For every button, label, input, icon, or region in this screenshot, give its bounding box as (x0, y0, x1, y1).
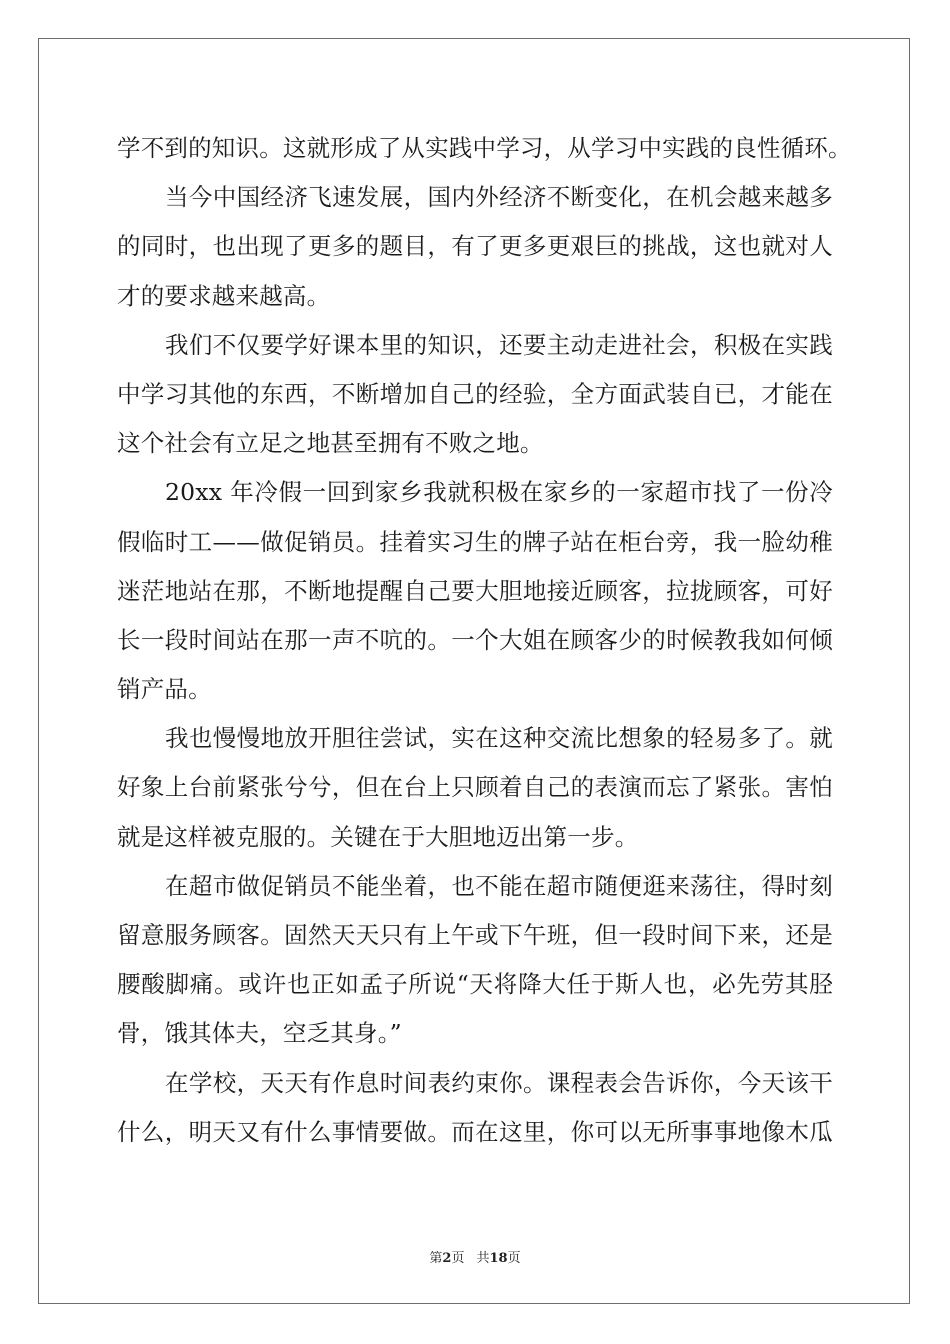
text-line: 中学习其他的东西，不断增加自己的经验，全方面武装自已，才能在 (117, 379, 833, 408)
text-line: 骨，饿其体夫，空乏其身。” (117, 1019, 402, 1048)
text-line: 长一段时间站在那一声不吭的。一个大姐在顾客少的时候教我如何倾 (117, 625, 833, 654)
page-label-suffix: 页 (451, 1251, 465, 1266)
text-line: 假临时工——做促销员。挂着实习生的牌子站在柜台旁，我一脸幼稚 (117, 527, 833, 556)
page-footer (0, 1247, 950, 1266)
text-line: 的同时，也出现了更多的题目，有了更多更艰巨的挑战，这也就对人 (117, 232, 833, 261)
total-label-suffix: 页 (507, 1251, 521, 1266)
text-line: 好象上台前紧张兮兮，但在台上只顾着自己的表演而忘了紧张。害怕 (117, 773, 833, 802)
text-line: 留意服务顾客。固然天天只有上午或下午班，但一段时间下来，还是 (117, 921, 833, 949)
text-line: 我们不仅要学好课本里的知识，还要主动走进社会，积极在实践 (165, 330, 833, 359)
text-line: 销产品。 (117, 675, 212, 704)
text-line: 在学校，天天有作息时间表约束你。课程表会告诉你，今天该干 (165, 1068, 833, 1097)
text-line: 腰酸脚痛。或许也正如孟子所说“天将降大任于斯人也，必先劳其胫 (117, 970, 833, 999)
total-label-prefix: 共 (476, 1251, 490, 1266)
text-line: 当今中国经济飞速发展，国内外经济不断变化，在机会越来越多 (165, 183, 833, 212)
text-line: 这个社会有立足之地甚至拥有不败之地。 (117, 429, 544, 458)
text-line: 我也慢慢地放开胆往尝试，实在这种交流比想象的轻易多了。就 (165, 724, 833, 753)
total-pages: 18 (489, 1251, 508, 1266)
text-line: 才的要求越来越高。 (117, 281, 331, 310)
text-line: 学不到的知识。这就形成了从实践中学习，从学习中实践的良性循环。 (117, 134, 852, 162)
text-line: 什么，明天又有什么事情要做。而在这里，你可以无所事事地像木瓜 (117, 1117, 833, 1146)
text-line: 就是这样被克服的。关键在于大胆地迈出第一步。 (117, 822, 639, 851)
text-line: 迷茫地站在那，不断地提醒自己要大胆地接近顾客，拉拢顾客，可好 (117, 576, 833, 605)
page-label-prefix: 第 (429, 1251, 443, 1266)
text-line: 20xx 年冷假一回到家乡我就积极在家乡的一家超市找了一份冷 (165, 478, 833, 507)
page-number: 2 (442, 1251, 452, 1266)
text-line: 在超市做促销员不能坐着，也不能在超市随便逛来荡往，得时刻 (165, 871, 833, 900)
document-body (117, 124, 852, 1157)
